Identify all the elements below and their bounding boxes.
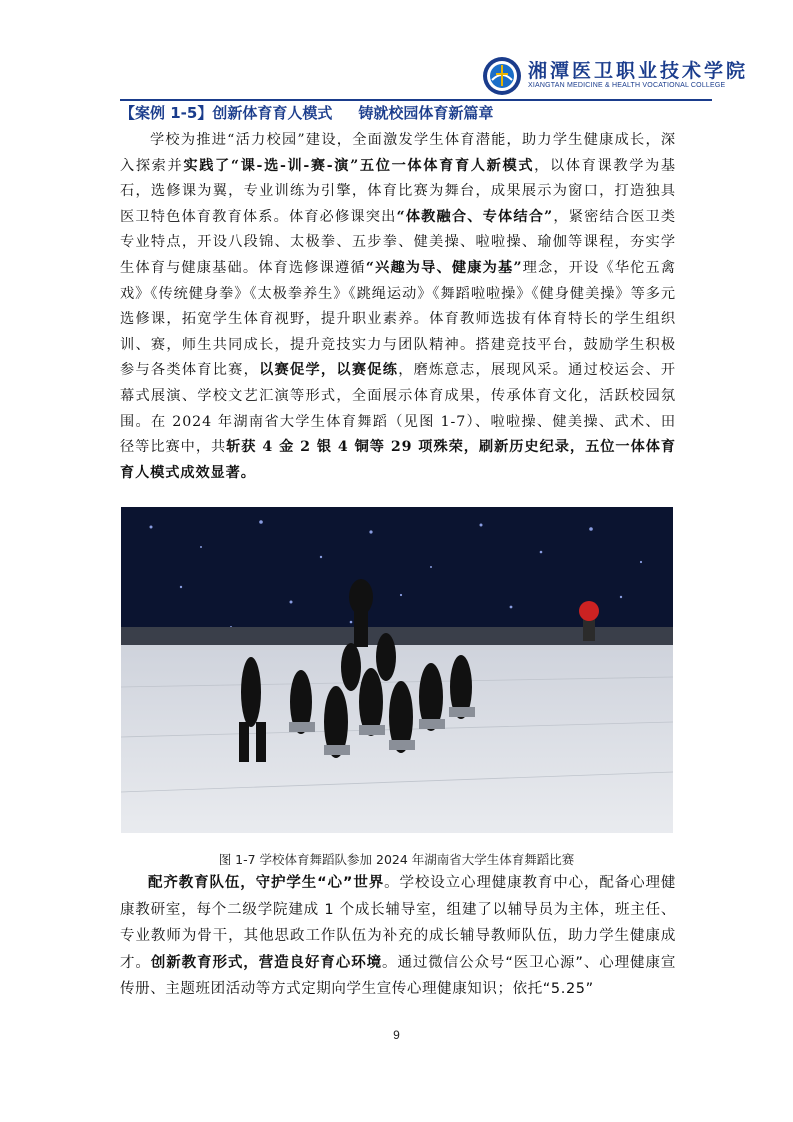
paragraph-bold-text: 斩获 4 金 2 银 4 铜等 29 项殊荣，刷新历史纪录，五位一体体育育人模式成效显著。: [120, 439, 676, 481]
paragraph-text: 。通过微信公众号“医卫心源”、心理健康宣传册、主题班团活动等方式定期向学生宣传心理健康知识；依托“5.25”: [120, 954, 676, 997]
paragraph-text: ，以体育课教学为基石，选修课为翼，专业训练为引擎，体育比赛为舞台，成果展示为窗口，打造独具医卫特色体育教育体系。体育必修课突出: [120, 157, 676, 225]
page-header: [120, 50, 749, 100]
page-number: 9: [393, 1028, 400, 1042]
paragraph-text: ，磨炼意志，展现风采。通过校运会、开幕式展演、学校文艺汇演等形式，全面展示体育成果，传承体育文化，活跃校园氛围。在 2024 年湖南省大学生体育舞蹈（见图 1-7）、啦啦操、健美操、武术、田径等比赛中，共: [120, 362, 676, 456]
case-label: 【案例 1-5】: [120, 104, 213, 122]
case-title-part2: 铸就校园体育新篇章: [358, 104, 494, 122]
body-paragraph-1: [120, 128, 676, 486]
school-name-cn: 湘潭医卫职业技术学院: [528, 60, 749, 82]
paragraph-bold-text: “兴趣为导、健康为基”: [365, 259, 523, 276]
dance-team-photo: [121, 507, 673, 833]
paragraph-text: 学校为推进“活力校园”建设，全面激发学生体育潜能，助力学生健康成长，深入探索并: [120, 132, 676, 174]
dance-performance-image: [121, 507, 673, 833]
paragraph-bold-text: 配齐教育队伍，守护学生“心”世界: [148, 875, 385, 891]
school-name-en: XIANGTAN MEDICINE & HEALTH VOCATIONAL COLLEGE: [528, 82, 726, 89]
header-divider: [120, 99, 712, 101]
paragraph-bold-text: “体教融合、专体结合”: [396, 208, 554, 225]
paragraph-text: ，紧密结合医卫类专业特点，开设八段锦、太极拳、五步拳、健美操、啦啦操、瑜伽等课程，夯实学生体育与健康基础。体育选修课遵循: [120, 208, 677, 276]
school-emblem-icon: [482, 56, 522, 96]
paragraph-bold-text: 实践了“课-选-训-赛-演”五位一体体育育人新模式: [183, 157, 535, 174]
figure-caption: 图 1-7 学校体育舞蹈队参加 2024 年湖南省大学生体育舞蹈比赛: [218, 852, 575, 867]
paragraph-text: 理念，开设《华佗五禽戏》《传统健身拳》《太极拳养生》《跳绳运动》《舞蹈啦啦操》《健身健美操》等多元选修课，拓宽学生体育视野，提升职业素养。体育教师选拔有体育特长的学生组织训、赛，师生共同成长，提升竞技实力与团队精神。搭建竞技平台，鼓励学生积极参与各类体育比赛，: [120, 259, 676, 379]
case-title-part1: 创新体育育人模式: [212, 104, 333, 122]
paragraph-text: 。学校设立心理健康教育中心，配备心理健康教研室，每个二级学院建成 1 个成长辅导室，组建了以辅导员为主体，班主任、专业教师为骨干，其他思政工作队伍为补充的成长辅导教师队伍，助力学生健康成才。: [120, 875, 676, 971]
body-paragraph-2: [120, 870, 676, 1003]
case-heading: [120, 102, 493, 123]
paragraph-bold-text: 创新教育形式，营造良好育心环境: [150, 954, 383, 971]
paragraph-bold-text: 以赛促学，以赛促练: [259, 362, 399, 379]
